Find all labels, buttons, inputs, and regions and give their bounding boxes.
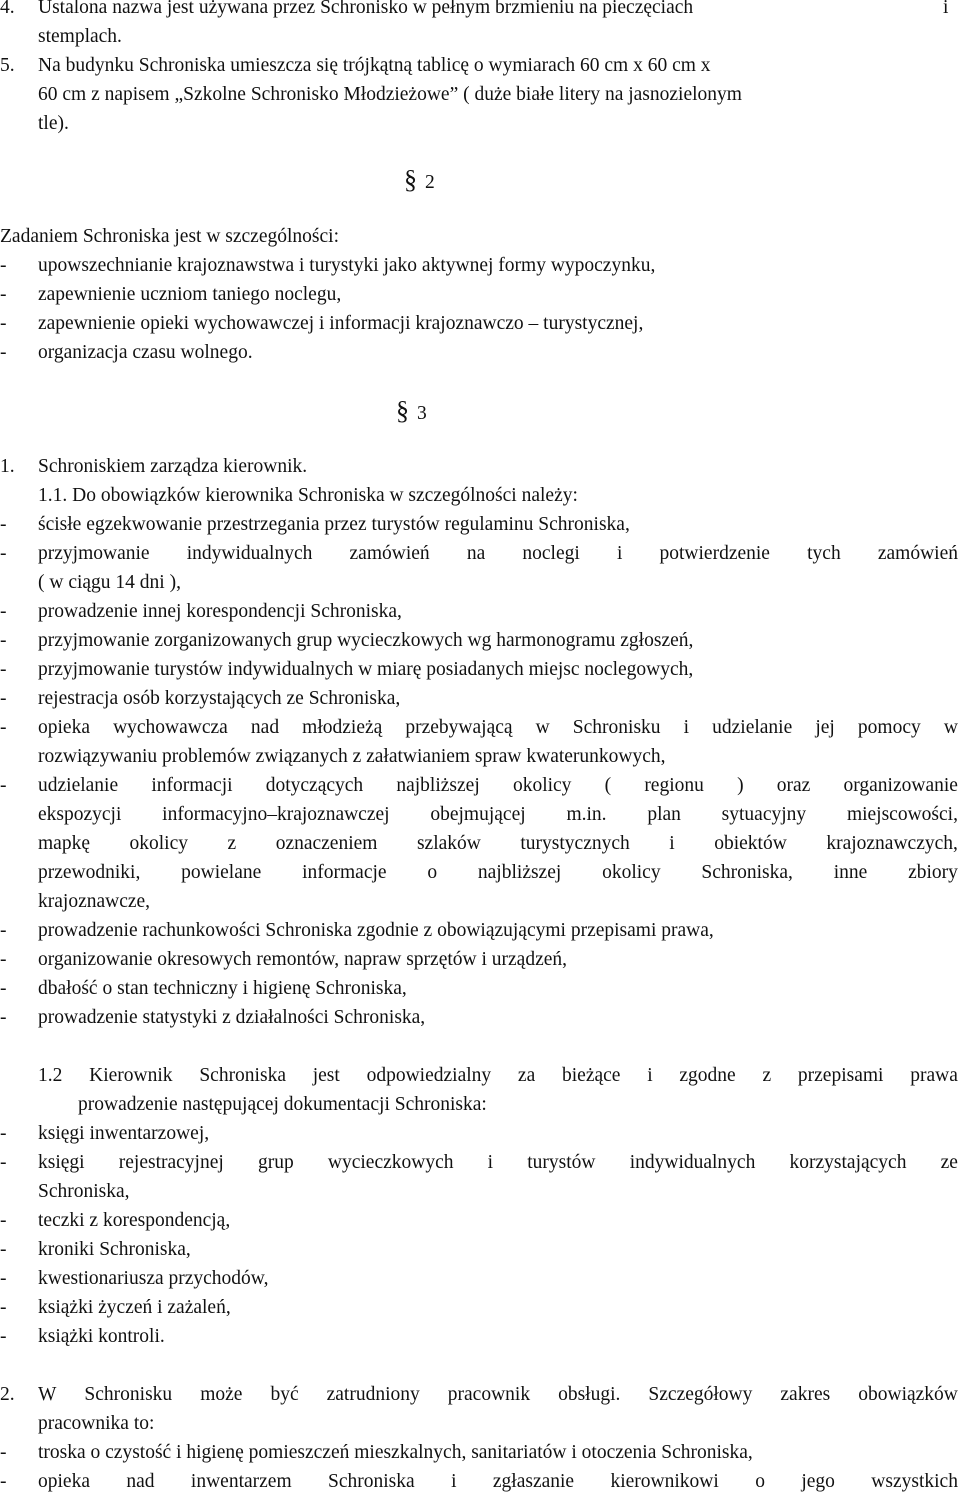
word: miejscowości, [846, 804, 958, 825]
word: regionu [644, 775, 704, 796]
word: potwierdzenie [659, 543, 770, 564]
word: noclegi [522, 543, 580, 564]
dash: - [0, 543, 7, 564]
word: Schroniska [328, 1471, 415, 1492]
section-number: 2 [425, 172, 435, 193]
item-5-number: 5. [0, 55, 15, 76]
justified-line [38, 772, 958, 801]
word: odpowiedzialny [366, 1065, 492, 1086]
word: m.in. [566, 804, 607, 825]
word: sytuacyjny [721, 804, 807, 825]
word: obowiązków [858, 1384, 958, 1405]
dash: - [0, 949, 7, 970]
dash: - [0, 284, 7, 305]
word: rejestracyjnej [118, 1152, 224, 1173]
list-item-continuation: ( w ciągu 14 dni ), [38, 572, 181, 593]
word: udzielanie [712, 717, 793, 738]
list-item: zapewnienie uczniom taniego noclegu, [38, 284, 342, 305]
justified-line [38, 830, 958, 859]
word: mapkę [38, 833, 90, 854]
word: być [270, 1384, 299, 1405]
dash: - [0, 255, 7, 276]
word: zgłaszanie [492, 1471, 575, 1492]
list-item: troska o czystość i higienę pomieszczeń mieszkalnych, sanitariatów i otoczenia Schroniska, [38, 1442, 753, 1463]
list-item [38, 1468, 958, 1497]
word: Schronisku [572, 717, 661, 738]
list-item-continuation [38, 801, 958, 830]
item-4-number: 4. [0, 0, 15, 18]
list-item: dbałość o stan techniczny i higienę Schroniska, [38, 978, 407, 999]
word: ) [737, 775, 744, 796]
word: nad [126, 1471, 155, 1492]
word: zatrudniony [326, 1384, 420, 1405]
paragraph-1-number: 1. [0, 456, 15, 477]
word: udzielanie [38, 775, 119, 796]
word: i [669, 833, 675, 854]
word: w [535, 717, 550, 738]
dash: - [0, 1152, 7, 1173]
list-item [38, 714, 958, 743]
word: turystów [527, 1152, 596, 1173]
dash: - [0, 630, 7, 651]
list-item [38, 1149, 958, 1178]
list-item: kroniki Schroniska, [38, 1239, 191, 1260]
paragraph-1-2-line-2: prowadzenie następującej dokumentacji Schroniska: [78, 1094, 487, 1115]
word: o [755, 1471, 765, 1492]
word: księgi [38, 1152, 85, 1173]
dash: - [0, 717, 7, 738]
list-item: upowszechnianie krajoznawstwa i turystyki jako aktywnej formy wypoczynku, [38, 255, 656, 276]
word: nad [250, 717, 280, 738]
word: i [616, 543, 623, 564]
word: obejmującej [430, 804, 526, 825]
paragraph-2-line-1 [38, 1381, 958, 1410]
section-2-intro: Zadaniem Schroniska jest w szczególności: [0, 226, 339, 247]
word: obsługi. [558, 1384, 621, 1405]
dash: - [0, 342, 7, 363]
word: na [466, 543, 486, 564]
word: turystycznych [520, 833, 630, 854]
word: okolicy [129, 833, 188, 854]
word: obiektów [714, 833, 787, 854]
word: informacyjno–krajoznawczej [162, 804, 390, 825]
dash: - [0, 1007, 7, 1028]
list-item: przyjmowanie turystów indywidualnych w miarę posiadanych miejsc noclegowych, [38, 659, 694, 680]
word: inwentarzem [190, 1471, 292, 1492]
dash: - [0, 1123, 7, 1144]
word: przebywającą [405, 717, 513, 738]
dash: - [0, 601, 7, 622]
word: okolicy [512, 775, 572, 796]
word: plan [647, 804, 681, 825]
word: pracownik [447, 1384, 531, 1405]
dash: - [0, 313, 7, 334]
list-item: rejestracja osób korzystających ze Schroniska, [38, 688, 401, 709]
word: organizowanie [843, 775, 958, 796]
list-item-continuation: krajoznawcze, [38, 891, 151, 912]
dash: - [0, 1326, 7, 1347]
dash: - [0, 920, 7, 941]
word: oraz [776, 775, 811, 796]
word: najbliższej [396, 775, 480, 796]
list-item: teczki z korespondencją, [38, 1210, 231, 1231]
word: o [427, 862, 438, 883]
word: informacji [151, 775, 233, 796]
word: i [647, 1065, 653, 1086]
word: zamówień [349, 543, 430, 564]
word: prawa [910, 1065, 958, 1086]
section-3-heading [396, 397, 427, 429]
word: korzystających [789, 1152, 907, 1173]
item-5-line-2: 60 cm z napisem „Szkolne Schronisko Młodzieżowe” ( duże białe litery na jasnozielonym [38, 84, 742, 105]
justified-line [38, 859, 958, 888]
list-item: prowadzenie statystyki z działalności Schroniska, [38, 1007, 426, 1028]
word: bieżące [562, 1065, 621, 1086]
word: wycieczkowych [327, 1152, 454, 1173]
word: przewodniki, [38, 862, 141, 883]
word: za [517, 1065, 536, 1086]
list-item: ścisłe egzekwowanie przestrzegania przez turystów regulaminu Schroniska, [38, 514, 630, 535]
word: inne [833, 862, 868, 883]
section-number: 3 [417, 403, 427, 424]
word: szlaków [416, 833, 481, 854]
paragraph-2-number: 2. [0, 1384, 15, 1405]
list-item: przyjmowanie zorganizowanych grup wycieczkowych wg harmonogramu zgłoszeń, [38, 630, 694, 651]
list-item: organizacja czasu wolnego. [38, 342, 253, 363]
word: opieka [38, 717, 90, 738]
dash: - [0, 1297, 7, 1318]
word: ze [940, 1152, 958, 1173]
dash: - [0, 978, 7, 999]
list-item: prowadzenie innej korespondencji Schroniska, [38, 601, 402, 622]
word: przyjmowanie [38, 543, 150, 564]
list-item: kwestionariusza przychodów, [38, 1268, 269, 1289]
word: ekspozycji [38, 804, 122, 825]
list-item [38, 772, 958, 801]
word: zbiory [908, 862, 958, 883]
justified-line [38, 1381, 958, 1410]
dash: - [0, 688, 7, 709]
word: indywidualnych [629, 1152, 756, 1173]
word: przepisami [797, 1065, 884, 1086]
item-4-continuation: stemplach. [38, 26, 122, 47]
word: krajoznawczych, [826, 833, 958, 854]
item-4-trailing: i [943, 0, 949, 18]
justified-line [38, 540, 958, 569]
word: i [487, 1152, 494, 1173]
justified-line [38, 801, 958, 830]
word: jest [312, 1065, 340, 1086]
section-symbol: § [404, 165, 417, 194]
word: okolicy [602, 862, 661, 883]
word: w [943, 717, 958, 738]
word: tych [807, 543, 841, 564]
word: z [227, 833, 237, 854]
word: Schroniska [199, 1065, 286, 1086]
word: grup [257, 1152, 294, 1173]
dash: - [0, 1471, 7, 1492]
word: wychowawcza [113, 717, 228, 738]
word: kierownikowi [610, 1471, 719, 1492]
word: Schroniska, [701, 862, 793, 883]
word: opieka [38, 1471, 90, 1492]
word: z [762, 1065, 772, 1086]
word: może [200, 1384, 243, 1405]
word: Kierownik [89, 1065, 173, 1086]
item-5-line-3: tle). [38, 113, 69, 134]
justified-line [38, 1062, 958, 1091]
list-item: prowadzenie rachunkowości Schroniska zgodnie z obowiązującymi przepisami prawa, [38, 920, 714, 941]
list-item-continuation: Schroniska, [38, 1181, 130, 1202]
dash: - [0, 659, 7, 680]
word: zakres [780, 1384, 831, 1405]
word: pomocy [857, 717, 921, 738]
paragraph-2-line-2: pracownika to: [38, 1413, 155, 1434]
word: informacje [302, 862, 387, 883]
list-item [38, 540, 958, 569]
justified-line [38, 1149, 958, 1178]
word: jej [815, 717, 835, 738]
word: zgodne [679, 1065, 736, 1086]
item-4-text: Ustalona nazwa jest używana przez Schronisko w pełnym brzmieniu na pieczęciach [38, 0, 694, 18]
section-2-heading [404, 166, 435, 198]
word: powielane [181, 862, 262, 883]
word: W [38, 1384, 57, 1405]
paragraph-1-text: Schroniskiem zarządza kierownik. [38, 456, 308, 477]
word: Schronisku [84, 1384, 173, 1405]
dash: - [0, 775, 7, 796]
dash: - [0, 1268, 7, 1289]
justified-line [38, 714, 958, 743]
dash: - [0, 1239, 7, 1260]
word: jego [801, 1471, 835, 1492]
list-item-continuation [38, 859, 958, 888]
list-item: księgi inwentarzowej, [38, 1123, 210, 1144]
word: dotyczących [265, 775, 364, 796]
item-5-line-1: Na budynku Schroniska umieszcza się trójkątną tablicę o wymiarach 60 cm x 60 cm x [38, 55, 711, 76]
paragraph-1-1: 1.1. Do obowiązków kierownika Schroniska w szczególności należy: [38, 485, 578, 506]
word: wszystkich [871, 1471, 958, 1492]
paragraph-1-2-line-1 [38, 1062, 958, 1091]
justified-line [38, 1468, 958, 1497]
list-item: książki życzeń i zażaleń, [38, 1297, 231, 1318]
dash: - [0, 514, 7, 535]
word: oznaczeniem [275, 833, 378, 854]
word: najbliższej [477, 862, 562, 883]
dash: - [0, 1210, 7, 1231]
word: młodzieżą [302, 717, 383, 738]
list-item-continuation [38, 830, 958, 859]
word: Szczegółowy [648, 1384, 753, 1405]
word: 1.2 [38, 1065, 63, 1086]
word: indywidualnych [186, 543, 313, 564]
section-symbol: § [396, 396, 409, 425]
list-item: książki kontroli. [38, 1326, 165, 1347]
list-item: organizowanie okresowych remontów, napraw sprzętów i urządzeń, [38, 949, 568, 970]
word: zamówień [877, 543, 958, 564]
word: ( [604, 775, 612, 796]
list-item-continuation: rozwiązywaniu problemów związanych z załatwianiem spraw kwaterunkowych, [38, 746, 666, 767]
word: i [683, 717, 690, 738]
word: i [451, 1471, 457, 1492]
list-item: zapewnienie opieki wychowawczej i informacji krajoznawczo – turystycznej, [38, 313, 644, 334]
dash: - [0, 1442, 7, 1463]
